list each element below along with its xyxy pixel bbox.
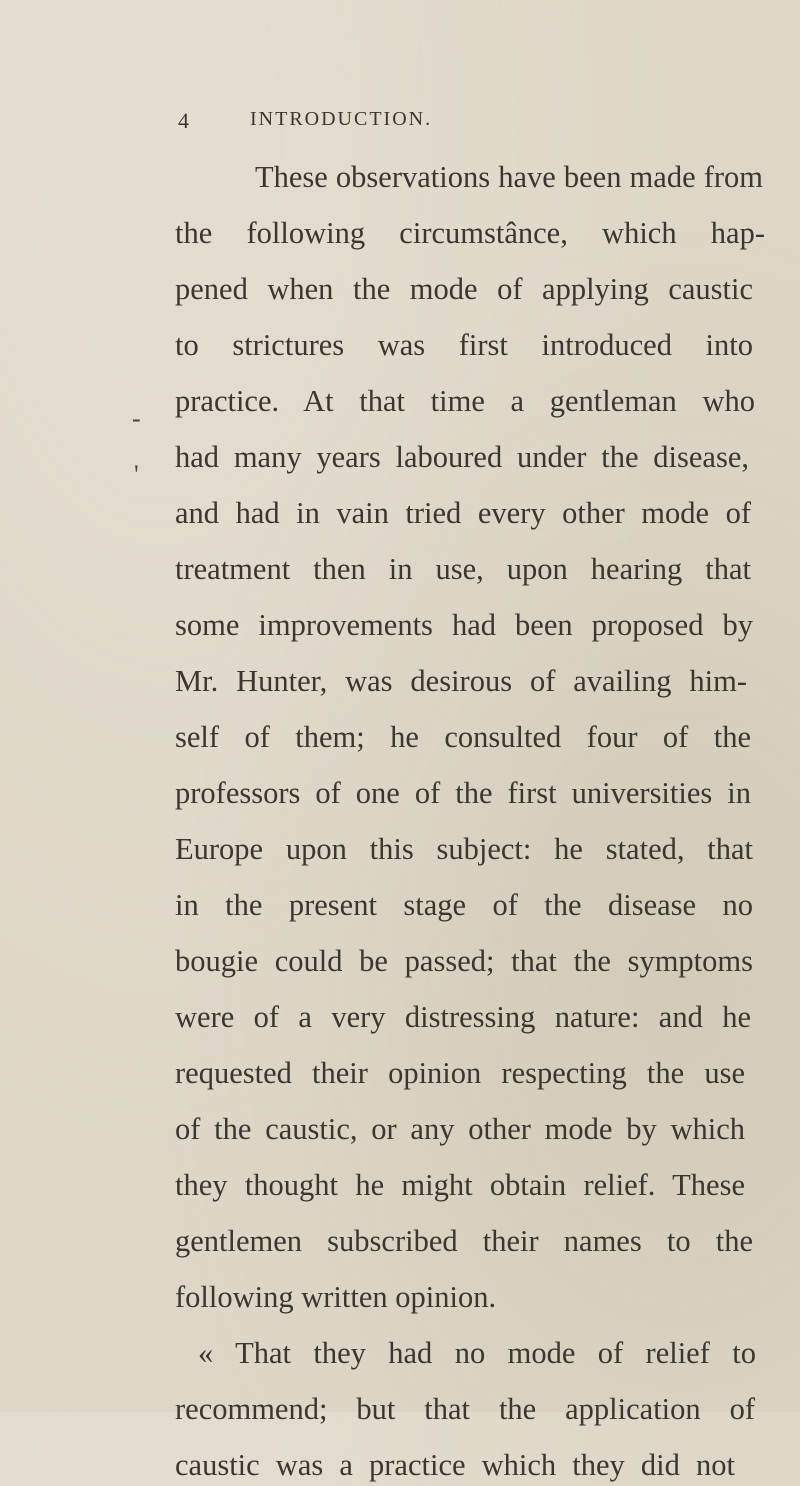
text-line: some improvements had been proposed by	[175, 608, 753, 642]
text-line: of the caustic, or any other mode by which	[175, 1112, 745, 1146]
text-line: self of them; he consulted four of the	[175, 720, 751, 754]
text-line: the following circumstânce, which hap-	[175, 216, 765, 250]
text-line: gentlemen subscribed their names to the	[175, 1224, 753, 1258]
text-line: « That they had no mode of relief to	[198, 1336, 756, 1370]
text-line: following written opinion.	[175, 1280, 497, 1314]
text-line: recommend; but that the application of	[175, 1392, 755, 1426]
page-number: 4	[178, 108, 189, 133]
running-title: INTRODUCTION.	[250, 108, 433, 130]
text-line: Europe upon this subject: he stated, that	[175, 832, 753, 866]
text-line: These observations have been made from	[255, 160, 763, 194]
text-line: Mr. Hunter, was desirous of availing him-	[175, 664, 747, 698]
margin-dash: -	[132, 404, 141, 433]
margin-tick: '	[134, 460, 139, 489]
text-line: to strictures was first introduced into	[175, 328, 753, 362]
text-line: in the present stage of the disease no	[175, 888, 753, 922]
running-head	[0, 108, 800, 138]
text-line: treatment then in use, upon hearing that	[175, 552, 751, 586]
text-line: were of a very distressing nature: and he	[175, 1000, 751, 1034]
text-line: had many years laboured under the disease,	[175, 440, 749, 474]
text-line: pened when the mode of applying caustic	[175, 272, 753, 306]
text-line: caustic was a practice which they did not	[175, 1448, 735, 1482]
text-line: practice. At that time a gentleman who	[175, 384, 755, 418]
text-line: they thought he might obtain relief. These	[175, 1168, 745, 1202]
text-line: professors of one of the first universities in	[175, 776, 751, 810]
text-line: requested their opinion respecting the use	[175, 1056, 745, 1090]
text-line: bougie could be passed; that the symptoms	[175, 944, 753, 978]
text-line: and had in vain tried every other mode of	[175, 496, 751, 530]
